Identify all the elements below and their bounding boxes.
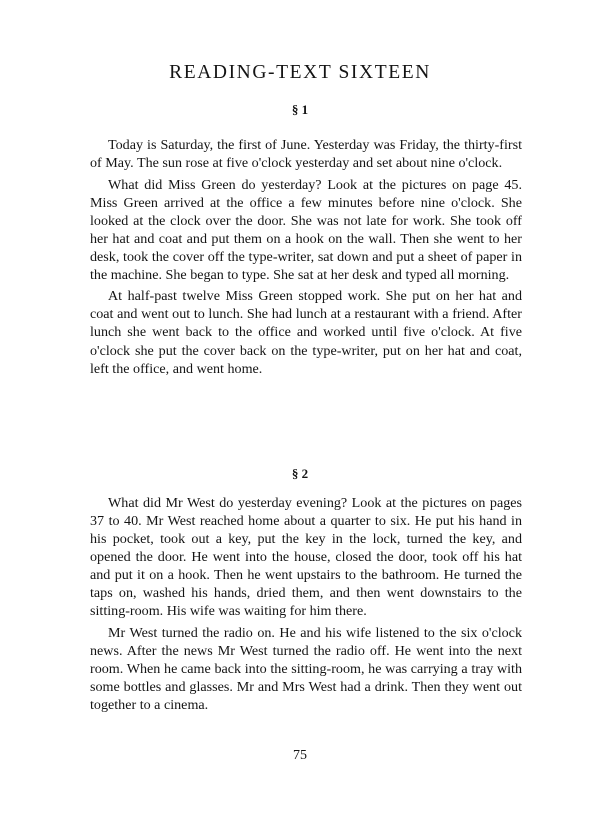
section-1-paragraph-2: What did Miss Green do yesterday? Look at the pictures on page 45. Miss Green arrived at the office a few minutes before nine o'clock. She looked at the clock over the door. She was not late for work. She took off her hat and coat and put them on a hook on the wall. Then she went to her desk, took the cover off the type-writer, sat down and put a sheet of paper in the machine. She began to type. She sat at her desk and typed all morning.	[90, 176, 522, 283]
section-2-body	[90, 494, 522, 718]
section-1-paragraph-3: At half-past twelve Miss Green stopped work. She put on her hat and coat and went out to lunch. She had lunch at a restaurant with a friend. After lunch she went back to the office and worked until five o'clock. At five o'clock she put the cover back on the type-writer, put on her hat and coat, left the office, and went home.	[90, 288, 522, 377]
section-2-paragraph-2: Mr West turned the radio on. He and his wife listened to the six o'clock news. After the news Mr West turned the radio off. He went into the next room. When he came back into the sitting-room, he was carrying a tray with some bottles and glasses. Mr and Mrs West had a drink. Then they went out together to a cinema.	[90, 624, 522, 714]
page-title: READING-TEXT SIXTEEN	[169, 62, 431, 83]
section-1-paragraph-1: Today is Saturday, the first of June. Yesterday was Friday, the thirty-first of May. The sun rose at five o'clock yesterday and set about nine o'clock.	[90, 137, 522, 172]
page-number: 75	[293, 748, 307, 763]
section-1-heading: § 1	[291, 102, 309, 117]
section-1-body	[90, 136, 522, 381]
section-2-heading: § 2	[291, 466, 309, 481]
section-2-paragraph-1: What did Mr West do yesterday evening? Look at the pictures on pages 37 to 40. Mr West reached home about a quarter to six. He put his hand in his pocket, took out a key, put the key in the lock, turned the key, and opened the door. He went into the house, closed the door, took off his hat and put it on a hook. Then he went upstairs to the bathroom. He turned the taps on, washed his hands, dried them, and then went downstairs to the sitting-room. His wife was waiting for him there.	[90, 495, 522, 620]
